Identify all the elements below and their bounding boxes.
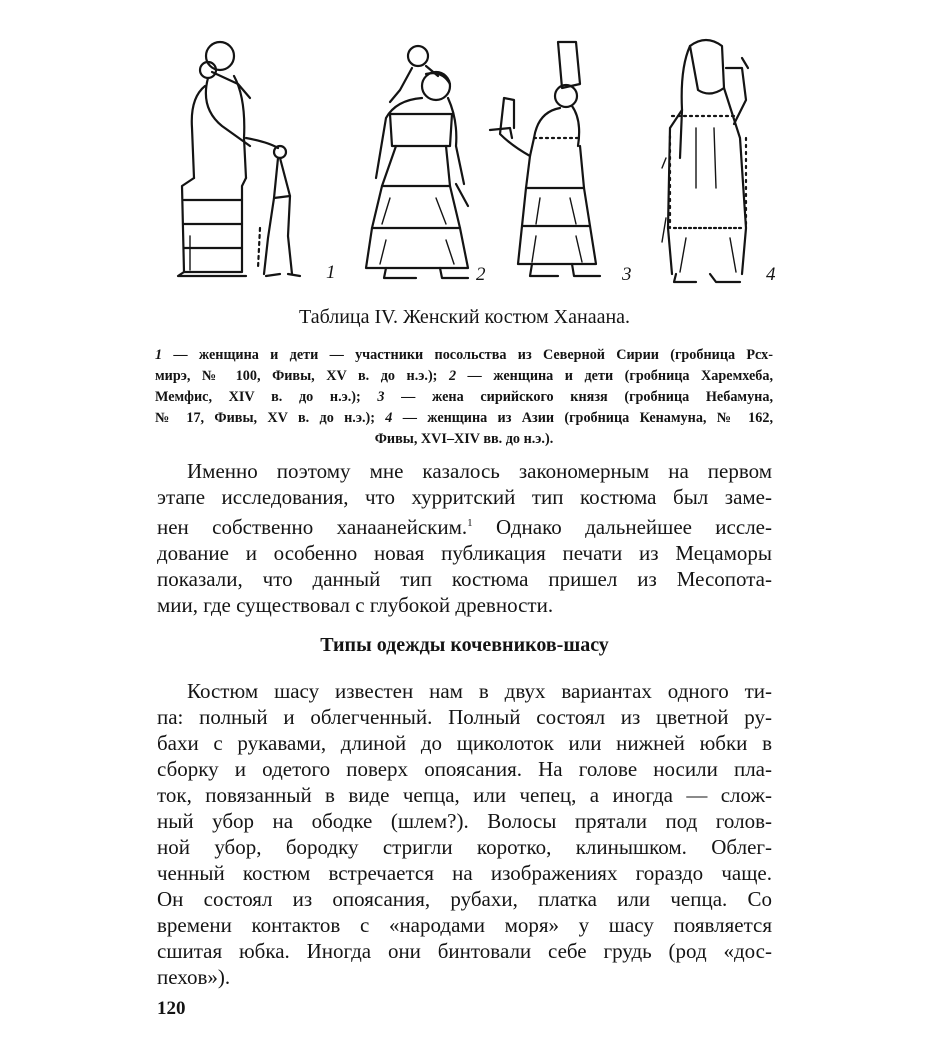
text-segment: нен собственно ханаанейским. bbox=[157, 515, 468, 539]
text-segment: Однако дальнейшее иссле- bbox=[472, 515, 772, 539]
text-line: ной убор, бородку стригли коротко, клинышком. Облег- bbox=[157, 835, 772, 859]
caption-text: — женщина и дети (гробница Харемхеба, bbox=[456, 368, 774, 384]
costume-drawings bbox=[150, 28, 790, 290]
text-line: этапе исследования, что хурритский тип костюма был заме- bbox=[157, 485, 772, 509]
caption-line bbox=[155, 429, 773, 450]
text-line: показали, что данный тип костюма пришел из Месопота- bbox=[157, 567, 772, 591]
text-line: Костюм шасу известен нам в двух вариантах одного ти- bbox=[187, 679, 772, 703]
caption-text: № 17, Фивы, XV в. до н.э.); bbox=[155, 410, 386, 426]
figure-3-princes-wife bbox=[490, 42, 600, 276]
figure-2-woman-with-child bbox=[366, 46, 468, 278]
caption-line bbox=[155, 408, 773, 429]
caption-text: — жена сирийского князя (гробница Небамуна, bbox=[384, 389, 773, 405]
section-heading: Типы одежды кочевников-шасу bbox=[320, 634, 609, 656]
page-number: 120 bbox=[157, 998, 186, 1019]
caption-text: Мемфис, XIV в. до н.э.); bbox=[155, 389, 378, 405]
text-line: ный убор на ободке (шлем?). Волосы прятали под голов- bbox=[157, 809, 772, 833]
caption-item-number: 1 bbox=[155, 347, 163, 363]
text-line: сборку и одетого поверх опоясания. На голове носили пла- bbox=[157, 757, 772, 781]
text-line: Он состоял из опоясания, рубахи, платка или чепца. Со bbox=[157, 887, 772, 911]
text-line: пехов»). bbox=[157, 965, 231, 989]
caption-line bbox=[155, 366, 773, 387]
figure-1-woman-with-children bbox=[178, 42, 300, 276]
paragraph-1 bbox=[157, 458, 772, 618]
paragraph-2 bbox=[157, 678, 772, 990]
figure-number-4: 4 bbox=[766, 264, 776, 285]
footnote-marker: 1 bbox=[467, 517, 473, 529]
text-line: мии, где существовал с глубокой древности. bbox=[157, 593, 554, 617]
text-line: дование и особенно новая публикация печати из Мецаморы bbox=[157, 541, 772, 565]
figure-4-woman-from-asia bbox=[662, 40, 748, 282]
text-line: ченный костюм встречается на изображениях гораздо чаще. bbox=[157, 861, 772, 885]
text-line: бахи с рукавами, длиной до щиколоток или нижней юбки в bbox=[157, 731, 772, 755]
figure-number-1: 1 bbox=[326, 262, 336, 283]
figure-number-3: 3 bbox=[622, 264, 632, 285]
caption-text: мирэ, № 100, Фивы, XV в. до н.э.); bbox=[155, 368, 449, 384]
figure-table-iv bbox=[150, 28, 790, 290]
caption-title: Таблица IV. Женский костюм Ханаана. bbox=[298, 306, 631, 328]
caption-item-number: 3 bbox=[377, 389, 385, 405]
text-line: Именно поэтому мне казалось закономерным на первом bbox=[187, 459, 772, 483]
text-line: па: полный и облегченный. Полный состоял из цветной ру- bbox=[157, 705, 772, 729]
caption-text: Фивы, XVI–XIV вв. до н.э.). bbox=[374, 431, 554, 447]
caption-line bbox=[155, 387, 773, 408]
figure-number-2: 2 bbox=[476, 264, 486, 285]
text-line: сшитая юбка. Иногда они бинтовали себе грудь (род «дос- bbox=[157, 939, 772, 963]
text-line: времени контактов с «народами моря» у шасу появляется bbox=[157, 913, 772, 937]
caption-line bbox=[155, 345, 773, 366]
caption-text: — женщина и дети — участники посольства из Северной Сирии (гробница Рсх- bbox=[162, 347, 773, 363]
text-line: ток, повязанный в виде чепца, или чепец, а иногда — слож- bbox=[157, 783, 772, 807]
caption-text: — женщина из Азии (гробница Кенамуна, № 162, bbox=[392, 410, 773, 426]
caption-item-number: 2 bbox=[448, 368, 457, 384]
caption-item-number: 4 bbox=[385, 410, 393, 426]
caption-body bbox=[155, 345, 773, 450]
text-line bbox=[157, 510, 772, 540]
